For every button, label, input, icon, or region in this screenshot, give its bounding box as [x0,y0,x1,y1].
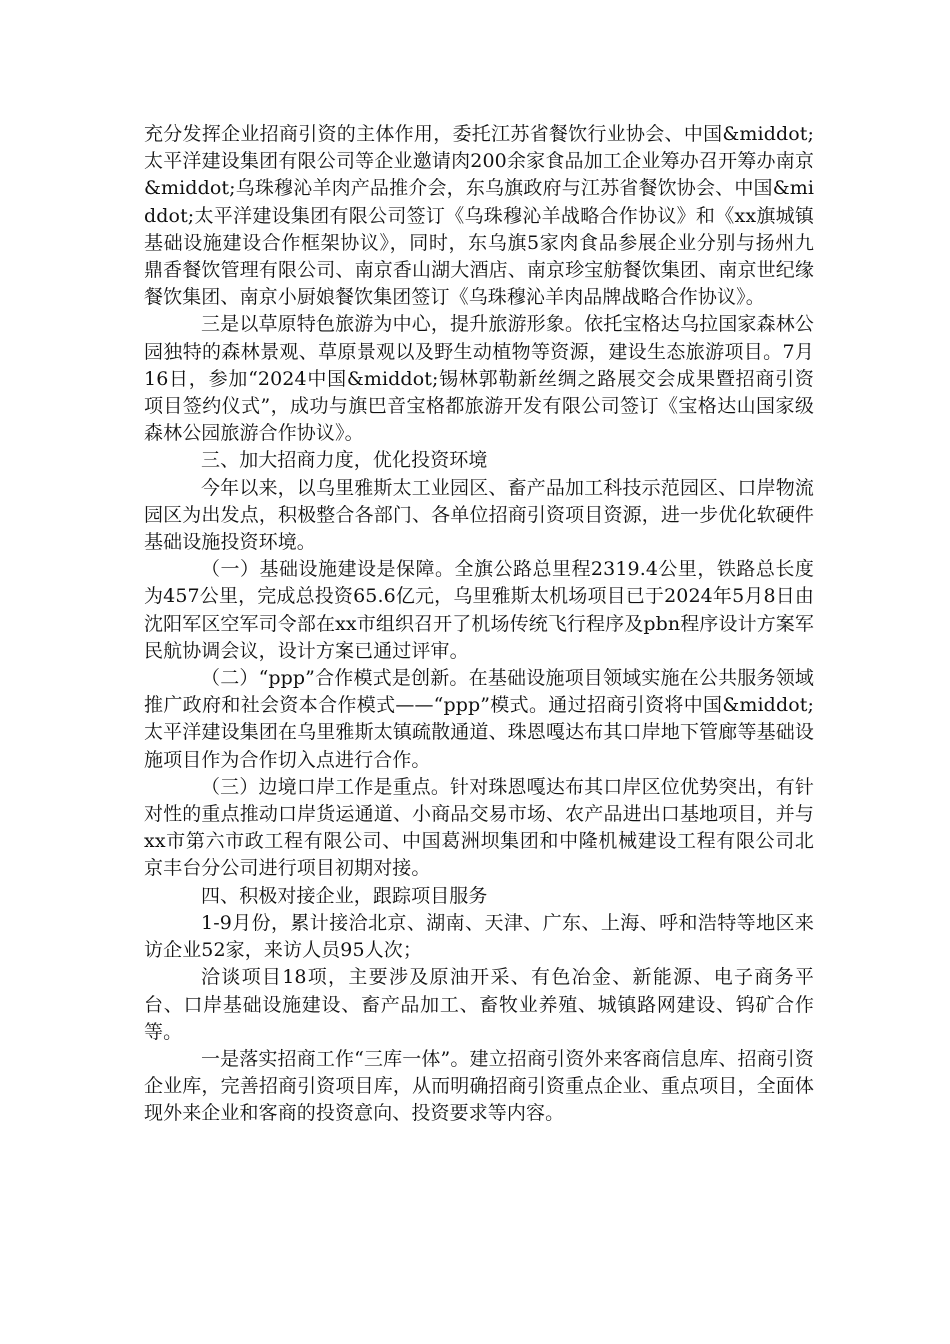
document-body [144,121,814,1128]
paragraph-infrastructure: （一）基础设施建设是保障。全旗公路总里程2319.4公里，铁路总长度为457公里，完成总投资65.6亿元，乌里雅斯太机场项目已于2024年5月8日由沈阳军区空军司令部在xx市组织召开了机场传统飞行程序及pbn程序设计方案军民航协调会议，设计方案已通过评审。 [144,558,814,662]
paragraph-this-year: 今年以来，以乌里雅斯太工业园区、畜产品加工科技示范园区、口岸物流园区为出发点，积极整合各部门、各单位招商引资项目资源，进一步优化软硬件基础设施投资环境。 [144,476,814,554]
paragraph-three-databases: 一是落实招商工作“三库一体”。建立招商引资外来客商信息库、招商引资企业库，完善招商引资项目库，从而明确招商引资重点企业、重点项目，全面体现外来企业和客商的投资意向、投资要求等内容。 [144,1047,814,1125]
paragraph-projects: 洽谈项目18项，主要涉及原油开采、有色冶金、新能源、电子商务平台、口岸基础设施建设、畜产品加工、畜牧业养殖、城镇路网建设、钨矿合作等。 [144,966,814,1043]
paragraph-ppp: （二）“ppp”合作模式是创新。在基础设施项目领域实施在公共服务领域推广政府和社会资本合作模式——“ppp”模式。通过招商引资将中国&middot;太平洋建设集团在乌里雅斯太镇疏散通道、珠恩嘎达布其口岸地下管廊等基础设施项目作为合作切入点进行合作。 [144,667,814,771]
paragraph-border-port: （三）边境口岸工作是重点。针对珠恩嘎达布其口岸区位优势突出，有针对性的重点推动口岸货运通道、小商品交易市场、农产品进出口基地项目，并与xx市第六市政工程有限公司、中国葛洲坝集团和中隆机械建设工程有限公司北京丰台分公司进行项目初期对接。 [144,775,814,880]
section-heading-4: 四、积极对接企业，跟踪项目服务 [201,884,488,907]
paragraph-visits: 1-9月份，累计接洽北京、湖南、天津、广东、上海、呼和浩特等地区来访企业52家，来访人员95人次； [144,911,814,962]
paragraph-investment-promotion: 充分发挥企业招商引资的主体作用，委托江苏省餐饮行业协会、中国&middot;太平洋建设集团有限公司等企业邀请肉200余家食品加工企业筹办召开筹办南京&middot;乌珠穆沁羊肉产品推介会，东乌旗政府与江苏省餐饮协会、中国&middot;太平洋建设集团有限公司签订《乌珠穆沁羊战略合作协议》和《xx旗城镇基础设施建设合作框架协议》，同时，东乌旗5家肉食品参展企业分别与扬州九鼎香餐饮管理有限公司、南京香山湖大酒店、南京珍宝舫餐饮集团、南京世纪缘餐饮集团、南京小厨娘餐饮集团签订《乌珠穆沁羊肉品牌战略合作协议》。 [144,123,814,309]
section-heading-3: 三、加大招商力度，优化投资环境 [201,449,488,472]
paragraph-tourism: 三是以草原特色旅游为中心，提升旅游形象。依托宝格达乌拉国家森林公园独特的森林景观、草原景观以及野生动植物等资源，建设生态旅游项目。7月16日，参加“2024中国&middot;锡林郭勒新丝绸之路展交会成果暨招商引资项目签约仪式”，成功与旗巴音宝格都旅游开发有限公司签订《宝格达山国家级森林公园旅游合作协议》。 [144,313,814,445]
